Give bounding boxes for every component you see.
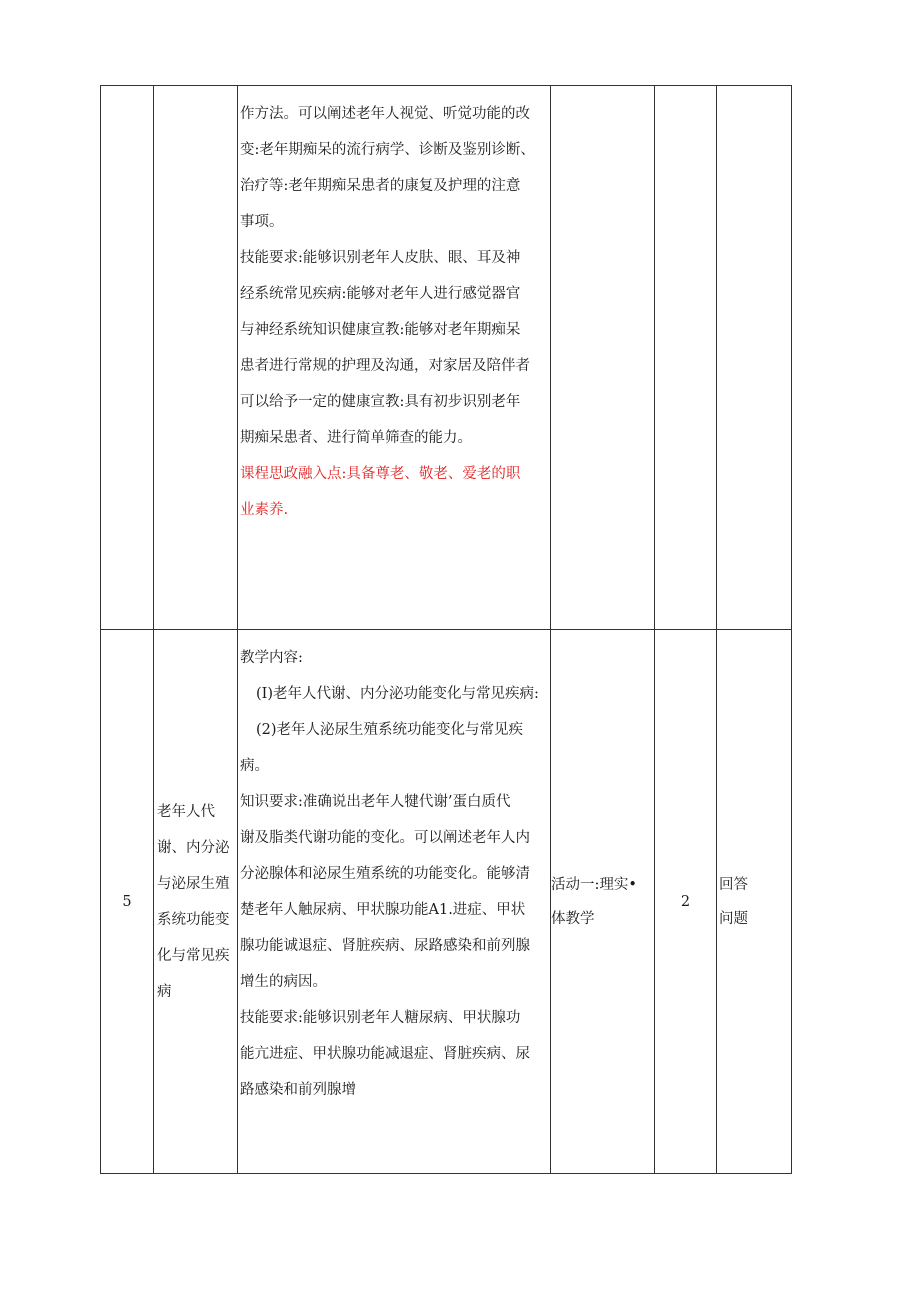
content-line: 经系统常见疾病:能够对老年人进行感觉器官 [240,286,521,302]
content-line: 知识要求:准确说出老年人犍代谢’蛋白质代 [240,794,511,810]
content-heading: 教学内容: [240,650,303,666]
content-line: 课程思政融入点:具备尊老、敬老、爱老的职 [240,466,521,482]
method-cell: 活动一:理实• 体教学 [551,630,655,1174]
course-content-table [100,85,792,1174]
assessment-cell: 回答 问题 [717,630,792,1174]
content-item: (2)老年人泌尿生殖系统功能变化与常见疾 [256,722,524,738]
content-line: 技能要求:能够识别老年人糖尿病、甲状腺功 [240,1010,521,1026]
content-cell [238,630,551,1174]
content-line: 路感染和前列腺增 [240,1082,356,1098]
content-line: 与神经系统知识健康宣教:能够对老年期痴呆 [240,322,521,338]
content-line: 楚老年人触尿病、甲状腺功能A1.进症、甲状 [240,902,526,918]
table-row [101,86,792,630]
topic-cell [154,86,238,630]
table-row [101,630,792,1174]
content-line: 事项。 [240,214,284,230]
row-number [101,86,154,630]
content-line: 患者进行常规的护理及沟通，对家居及陪伴者 [240,358,530,374]
hours-cell [655,86,717,630]
assessment-cell [717,86,792,630]
hours-cell: 2 [655,630,717,1174]
content-line: 能亢进症、甲状腺功能减退症、肾脏疾病、尿 [240,1046,530,1062]
content-text [238,86,550,528]
content-item: (I)老年人代谢、内分泌功能变化与常见疾病: [256,686,539,702]
content-line: 作方法。可以阐述老年人视觉、听觉功能的改 [240,106,530,122]
content-line: 增生的病因。 [240,974,327,990]
content-line: 治疗等:老年期痴呆患者的康复及护理的注意 [240,178,521,194]
topic-cell: 老年人代 谢、内分泌 与泌尿生殖 系统功能变 化与常见疾 病 [154,630,238,1174]
content-line: 变:老年期痴呆的流行病学、诊断及鉴别诊断、 [240,142,535,158]
content-line: 分泌腺体和泌尿生殖系统的功能变化。能够清 [240,866,530,882]
content-line: 谢及脂类代谢功能的变化。可以阐述老年人内 [240,830,530,846]
content-text [238,630,550,1108]
content-line: 可以给予一定的健康宣教:具有初步识别老年 [240,394,521,410]
row-number: 5 [101,630,154,1174]
content-line: 腺功能诚退症、肾脏疾病、尿路感染和前列腺 [240,938,530,954]
content-cell [238,86,551,630]
method-cell [551,86,655,630]
content-line: 技能要求:能够识别老年人皮肤、眼、耳及神 [240,250,521,266]
content-line: 期痴呆患者、进行简单筛查的能力。 [240,430,472,446]
content-line: 病。 [240,758,269,774]
content-line: 业素养. [240,502,289,518]
